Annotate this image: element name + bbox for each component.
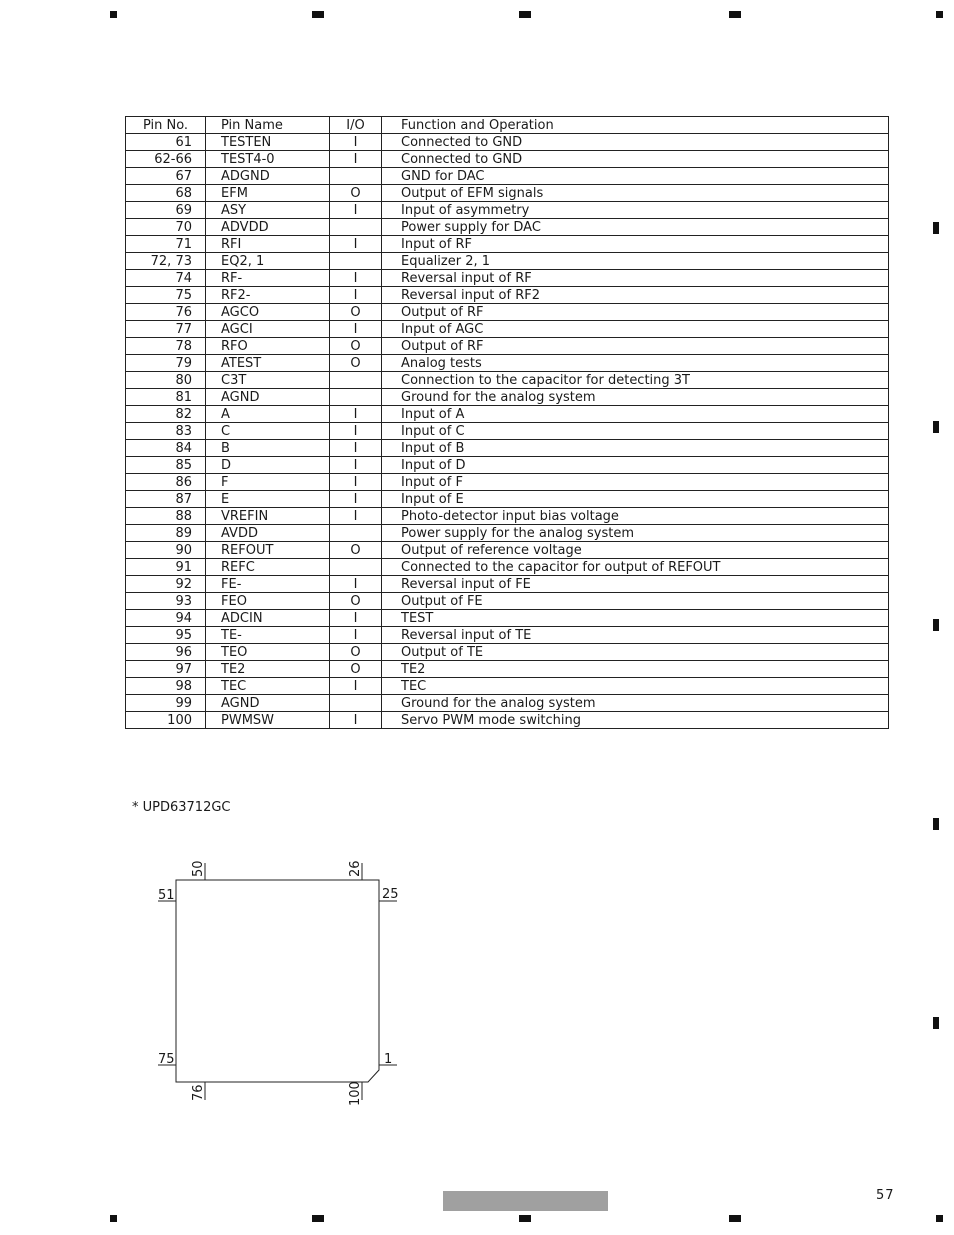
table-row [126, 355, 889, 372]
io-cell [330, 253, 382, 270]
pin-no-cell: 99 [126, 695, 206, 712]
pin-name-cell: A [206, 406, 330, 423]
chip-outline [176, 880, 379, 1082]
pin-no-cell: 83 [126, 423, 206, 440]
io-cell: O [330, 185, 382, 202]
page-number: 57 [876, 1188, 895, 1203]
function-cell: Analog tests [382, 355, 889, 372]
pin-name-cell: REFC [206, 559, 330, 576]
io-cell: I [330, 287, 382, 304]
registration-mark [519, 11, 531, 18]
table-row [126, 185, 889, 202]
pin-no-cell: 61 [126, 134, 206, 151]
side-mark [933, 818, 939, 830]
table-row [126, 236, 889, 253]
table-row [126, 542, 889, 559]
side-mark [933, 619, 939, 631]
pin-label-76: 76 [191, 1084, 206, 1101]
pin-name-cell: TESTEN [206, 134, 330, 151]
function-cell: Input of A [382, 406, 889, 423]
table-row [126, 219, 889, 236]
pin-name-cell: C [206, 423, 330, 440]
function-cell: Power supply for DAC [382, 219, 889, 236]
registration-mark [729, 11, 741, 18]
pin-name-cell: ADVDD [206, 219, 330, 236]
io-cell: O [330, 355, 382, 372]
function-cell: Output of TE [382, 644, 889, 661]
footer-bar [443, 1191, 608, 1211]
registration-mark [519, 1215, 531, 1222]
io-cell [330, 372, 382, 389]
pin-no-cell: 81 [126, 389, 206, 406]
pin-no-cell: 69 [126, 202, 206, 219]
pin-name-cell: AGCI [206, 321, 330, 338]
table-row [126, 627, 889, 644]
pin-no-cell: 85 [126, 457, 206, 474]
pin-label-51: 51 [158, 888, 175, 903]
table-row [126, 559, 889, 576]
io-cell [330, 389, 382, 406]
table-row [126, 491, 889, 508]
io-cell [330, 219, 382, 236]
pin-no-cell: 68 [126, 185, 206, 202]
function-cell: Connected to GND [382, 151, 889, 168]
function-cell: Input of E [382, 491, 889, 508]
pin-name-cell: FEO [206, 593, 330, 610]
pin-name-cell: AGND [206, 695, 330, 712]
pin-no-cell: 71 [126, 236, 206, 253]
pin-name-cell: D [206, 457, 330, 474]
table-body [126, 134, 889, 729]
function-cell: Output of RF [382, 304, 889, 321]
function-cell: Power supply for the analog system [382, 525, 889, 542]
io-cell: I [330, 134, 382, 151]
pin-no-cell: 67 [126, 168, 206, 185]
side-mark [933, 1017, 939, 1029]
registration-mark [312, 1215, 324, 1222]
io-cell: I [330, 508, 382, 525]
function-cell: Connected to the capacitor for output of REFOUT [382, 559, 889, 576]
function-cell: Output of EFM signals [382, 185, 889, 202]
io-cell: O [330, 593, 382, 610]
pin-name-cell: RF- [206, 270, 330, 287]
pin-name-cell: VREFIN [206, 508, 330, 525]
header-io: I/O [330, 117, 382, 134]
header-pin-no: Pin No. [126, 117, 206, 134]
pin-no-cell: 92 [126, 576, 206, 593]
pin-function-table [125, 116, 889, 729]
pin-no-cell: 93 [126, 593, 206, 610]
pin-label-26: 26 [348, 860, 363, 877]
table-row [126, 372, 889, 389]
io-cell: I [330, 457, 382, 474]
pin-name-cell: ASY [206, 202, 330, 219]
pin-name-cell: EFM [206, 185, 330, 202]
table-row [126, 151, 889, 168]
pin-name-cell: ATEST [206, 355, 330, 372]
pin-no-cell: 79 [126, 355, 206, 372]
table-row [126, 525, 889, 542]
pin-name-cell: TE- [206, 627, 330, 644]
io-cell: O [330, 542, 382, 559]
table-row [126, 610, 889, 627]
registration-mark [936, 1215, 943, 1222]
io-cell: I [330, 270, 382, 287]
io-cell: I [330, 406, 382, 423]
function-cell: TE2 [382, 661, 889, 678]
pin-no-cell: 94 [126, 610, 206, 627]
function-cell: Output of reference voltage [382, 542, 889, 559]
side-mark [933, 222, 939, 234]
table-row [126, 712, 889, 729]
io-cell: O [330, 338, 382, 355]
pin-name-cell: TEST4-0 [206, 151, 330, 168]
pin-label-1: 1 [384, 1052, 393, 1067]
io-cell [330, 695, 382, 712]
pin-name-cell: B [206, 440, 330, 457]
pin-label-25: 25 [382, 887, 399, 902]
table-row [126, 423, 889, 440]
table-row [126, 678, 889, 695]
pin-no-cell: 98 [126, 678, 206, 695]
function-cell: GND for DAC [382, 168, 889, 185]
pin-name-cell: AVDD [206, 525, 330, 542]
pin-name-cell: ADGND [206, 168, 330, 185]
pin-no-cell: 70 [126, 219, 206, 236]
table-row [126, 440, 889, 457]
function-cell: Output of RF [382, 338, 889, 355]
pin-name-cell: TE2 [206, 661, 330, 678]
pin-name-cell: E [206, 491, 330, 508]
table-row [126, 406, 889, 423]
pin-name-cell: PWMSW [206, 712, 330, 729]
pin-no-cell: 62-66 [126, 151, 206, 168]
function-cell: Reversal input of RF2 [382, 287, 889, 304]
io-cell: I [330, 610, 382, 627]
function-cell: Input of D [382, 457, 889, 474]
chip-caption: * UPD63712GC [132, 800, 231, 815]
pin-name-cell: AGCO [206, 304, 330, 321]
pin-no-cell: 77 [126, 321, 206, 338]
chip-pinout-diagram [150, 855, 410, 1115]
table-row [126, 253, 889, 270]
table-row [126, 321, 889, 338]
function-cell: Connection to the capacitor for detecting 3T [382, 372, 889, 389]
io-cell [330, 168, 382, 185]
io-cell: I [330, 474, 382, 491]
io-cell: O [330, 644, 382, 661]
function-cell: Input of B [382, 440, 889, 457]
registration-mark [729, 1215, 741, 1222]
table-row [126, 270, 889, 287]
function-cell: Input of asymmetry [382, 202, 889, 219]
pin-no-cell: 97 [126, 661, 206, 678]
function-cell: Reversal input of RF [382, 270, 889, 287]
pin-no-cell: 76 [126, 304, 206, 321]
table-row [126, 389, 889, 406]
table-row [126, 474, 889, 491]
pin-name-cell: RF2- [206, 287, 330, 304]
registration-mark [110, 1215, 117, 1222]
function-cell: Connected to GND [382, 134, 889, 151]
io-cell: I [330, 151, 382, 168]
pin-no-cell: 91 [126, 559, 206, 576]
pin-no-cell: 90 [126, 542, 206, 559]
pin-no-cell: 88 [126, 508, 206, 525]
registration-mark [312, 11, 324, 18]
io-cell: I [330, 491, 382, 508]
io-cell: I [330, 202, 382, 219]
io-cell: I [330, 678, 382, 695]
pin-no-cell: 74 [126, 270, 206, 287]
pin-name-cell: REFOUT [206, 542, 330, 559]
table-row [126, 593, 889, 610]
io-cell [330, 525, 382, 542]
function-cell: TEC [382, 678, 889, 695]
pin-no-cell: 78 [126, 338, 206, 355]
pin-name-cell: F [206, 474, 330, 491]
pin-no-cell: 80 [126, 372, 206, 389]
side-mark [933, 421, 939, 433]
function-cell: Equalizer 2, 1 [382, 253, 889, 270]
function-cell: Output of FE [382, 593, 889, 610]
function-cell: Input of AGC [382, 321, 889, 338]
pin-no-cell: 72, 73 [126, 253, 206, 270]
pin-no-cell: 87 [126, 491, 206, 508]
pin-no-cell: 96 [126, 644, 206, 661]
io-cell: O [330, 304, 382, 321]
io-cell: I [330, 236, 382, 253]
io-cell: O [330, 661, 382, 678]
pin-name-cell: C3T [206, 372, 330, 389]
table-row [126, 695, 889, 712]
pin-no-cell: 89 [126, 525, 206, 542]
pin-label-75: 75 [158, 1052, 175, 1067]
function-cell: Ground for the analog system [382, 695, 889, 712]
table-header-row [126, 117, 889, 134]
function-cell: Reversal input of FE [382, 576, 889, 593]
table-row [126, 644, 889, 661]
function-cell: Photo-detector input bias voltage [382, 508, 889, 525]
table-row [126, 304, 889, 321]
header-function: Function and Operation [382, 117, 889, 134]
pin-no-cell: 84 [126, 440, 206, 457]
pin-no-cell: 95 [126, 627, 206, 644]
io-cell: I [330, 576, 382, 593]
io-cell: I [330, 627, 382, 644]
io-cell: I [330, 712, 382, 729]
table-row [126, 338, 889, 355]
pin-name-cell: ADCIN [206, 610, 330, 627]
io-cell [330, 559, 382, 576]
io-cell: I [330, 423, 382, 440]
function-cell: Reversal input of TE [382, 627, 889, 644]
pin-name-cell: FE- [206, 576, 330, 593]
io-cell: I [330, 321, 382, 338]
pin-label-50: 50 [191, 860, 206, 877]
pin-name-cell: EQ2, 1 [206, 253, 330, 270]
pin-name-cell: AGND [206, 389, 330, 406]
function-cell: TEST [382, 610, 889, 627]
pin-name-cell: TEC [206, 678, 330, 695]
pin-no-cell: 82 [126, 406, 206, 423]
function-cell: Input of C [382, 423, 889, 440]
pin-no-cell: 100 [126, 712, 206, 729]
pin-name-cell: TEO [206, 644, 330, 661]
function-cell: Input of F [382, 474, 889, 491]
pin-no-cell: 75 [126, 287, 206, 304]
function-cell: Input of RF [382, 236, 889, 253]
pin-no-cell: 86 [126, 474, 206, 491]
table-row [126, 508, 889, 525]
table-row [126, 202, 889, 219]
registration-mark [110, 11, 117, 18]
table-row [126, 287, 889, 304]
registration-mark [936, 11, 943, 18]
table-row [126, 661, 889, 678]
table-row [126, 134, 889, 151]
pin-name-cell: RFO [206, 338, 330, 355]
header-pin-name: Pin Name [206, 117, 330, 134]
function-cell: Servo PWM mode switching [382, 712, 889, 729]
pin-name-cell: RFI [206, 236, 330, 253]
table-row [126, 168, 889, 185]
function-cell: Ground for the analog system [382, 389, 889, 406]
io-cell: I [330, 440, 382, 457]
table-row [126, 457, 889, 474]
table-row [126, 576, 889, 593]
pin-label-100: 100 [348, 1081, 363, 1106]
